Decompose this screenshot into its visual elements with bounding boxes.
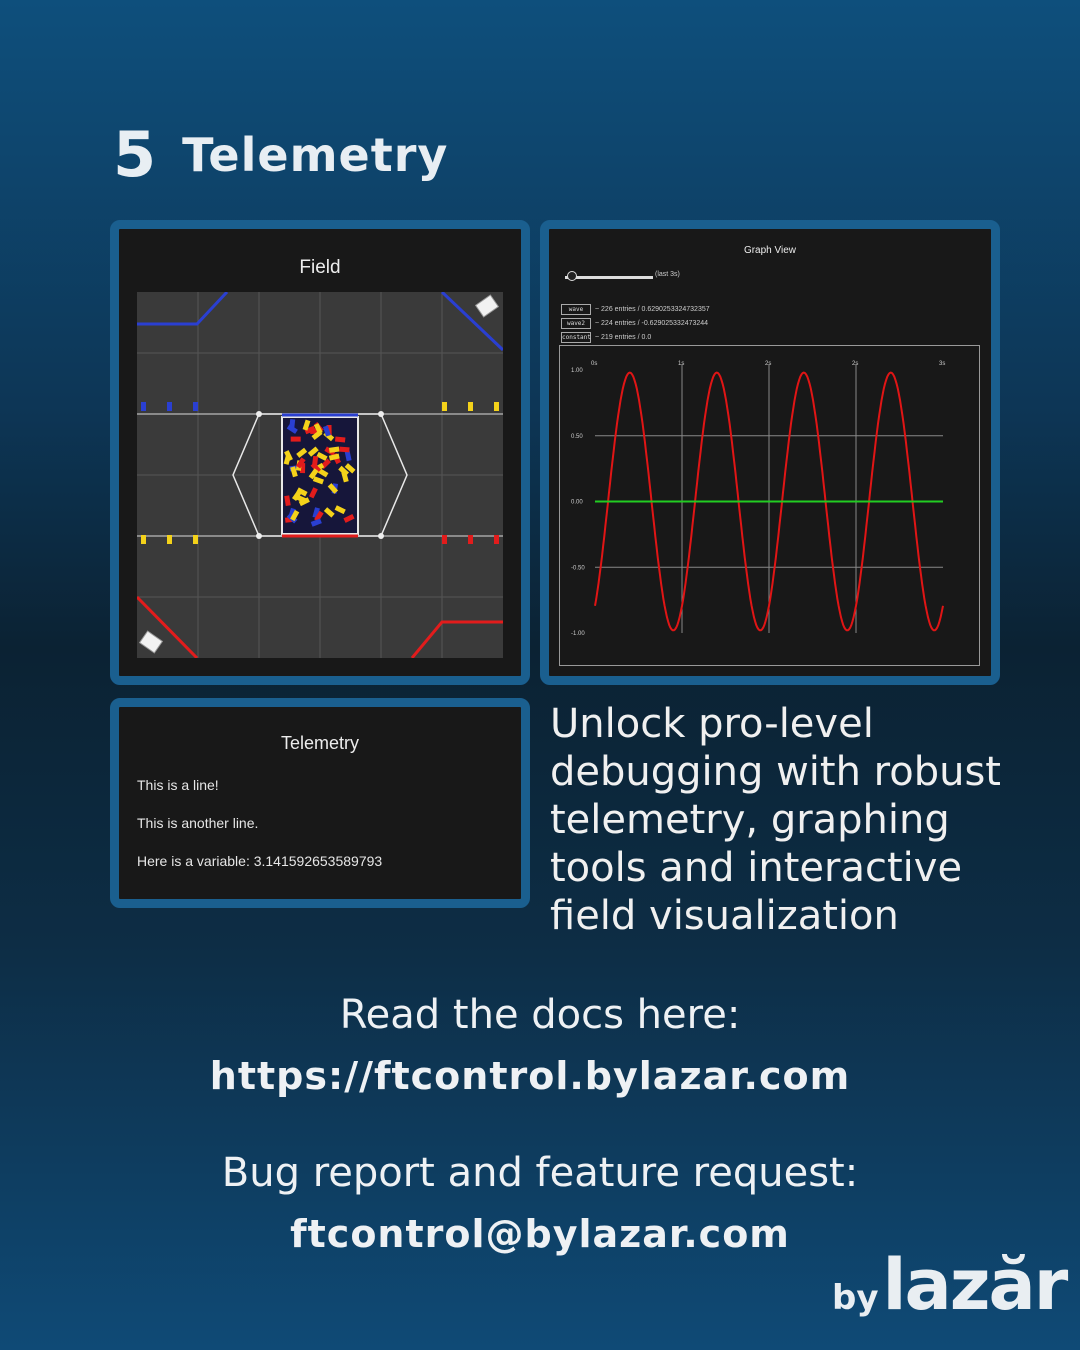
y-tick-label: -1.00: [571, 631, 585, 637]
graph-view-title: Graph View: [743, 245, 797, 256]
docs-link[interactable]: https://ftcontrol.bylazar.com: [209, 1054, 851, 1098]
field-visualization[interactable]: [137, 292, 503, 658]
section-title: Telemetry: [182, 127, 449, 182]
brand-name: lazăr: [882, 1244, 1067, 1326]
x-tick-label: 0s: [591, 361, 598, 367]
time-window-slider-knob[interactable]: [567, 271, 577, 281]
docs-label: Read the docs here:: [339, 992, 741, 1038]
game-sample: [291, 437, 301, 442]
x-tick-label: 2s: [852, 361, 859, 367]
legend-tag-wave2[interactable]: wave2: [561, 318, 591, 329]
telemetry-line-3: Here is a variable: 3.141592653589793: [137, 853, 383, 869]
x-tick-label: 1s: [678, 361, 685, 367]
legend-text-wave2: ~ 224 entries / -0.629025332473244: [595, 320, 709, 327]
time-window-slider-track[interactable]: [565, 276, 653, 279]
legend-tag-constant[interactable]: constant: [562, 334, 591, 341]
graph-view-panel: [540, 220, 1000, 685]
legend-text-wave: ~ 226 entries / 0.6290253324732357: [595, 306, 710, 313]
y-tick-label: 0.50: [571, 433, 583, 440]
legend-row-wave2[interactable]: [561, 318, 708, 329]
section-heading: [113, 118, 448, 191]
telemetry-panel: [110, 698, 530, 908]
brand-by: by: [832, 1278, 879, 1318]
brand-logo: [832, 1244, 1066, 1326]
telemetry-line-1: This is a line!: [137, 777, 219, 793]
section-number: 5: [113, 118, 157, 191]
legend-row-constant[interactable]: [561, 332, 651, 343]
line-chart: [559, 345, 981, 667]
y-tick-label: 1.00: [571, 368, 583, 374]
bug-report-label: Bug report and feature request:: [221, 1150, 859, 1196]
legend-row-wave[interactable]: [561, 304, 710, 315]
field-panel-title: Field: [299, 257, 341, 278]
field-panel: [110, 220, 530, 685]
legend-text-constant: ~ 219 entries / 0.0: [595, 334, 652, 341]
game-sample: [335, 436, 345, 442]
y-tick-label: -0.50: [571, 565, 585, 572]
telemetry-panel-title: Telemetry: [280, 733, 360, 753]
x-tick-label: 3s: [939, 361, 946, 367]
game-sample: [339, 447, 349, 453]
bug-report-email[interactable]: ftcontrol@bylazar.com: [290, 1212, 790, 1256]
time-window-label: (last 3s): [655, 271, 680, 278]
y-tick-label: 0.00: [571, 499, 583, 506]
legend-tag-wave[interactable]: wave: [561, 304, 591, 315]
telemetry-line-2: This is another line.: [137, 815, 259, 831]
x-tick-label: 2s: [765, 361, 772, 367]
promo-text: Unlock pro-level debugging with robust telemetry, graphing tools and interactive field visualization: [550, 701, 1001, 939]
